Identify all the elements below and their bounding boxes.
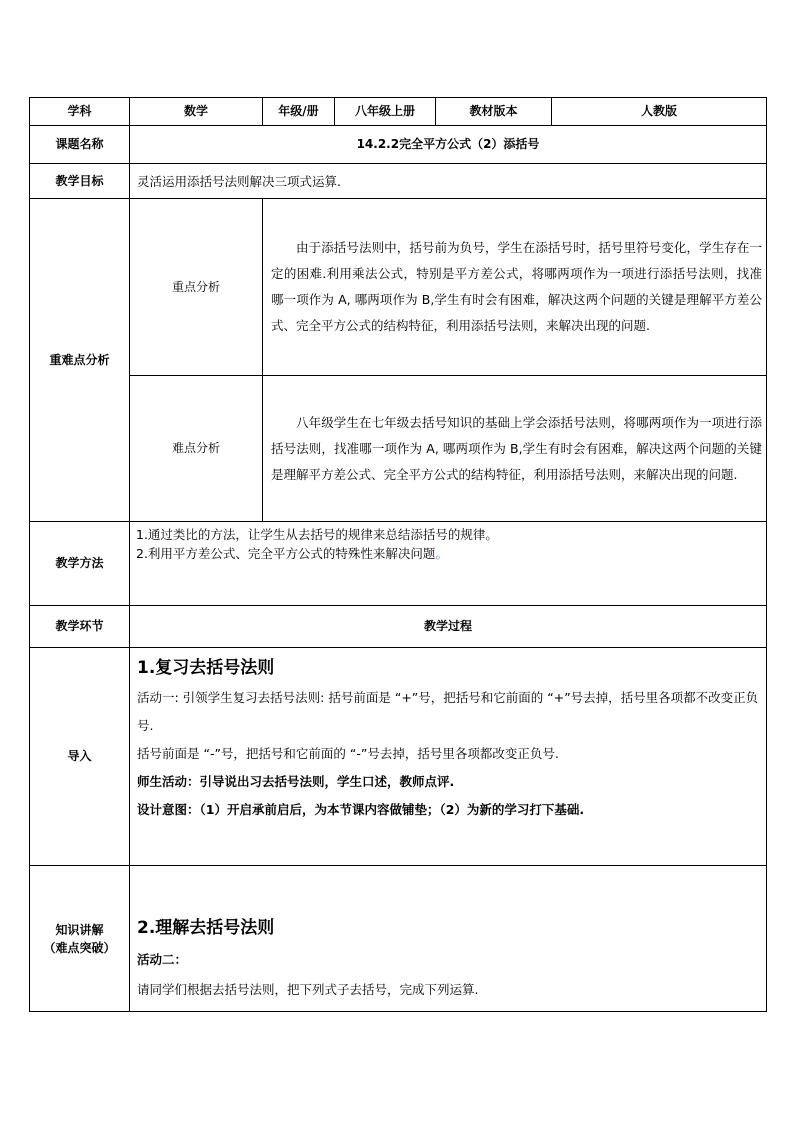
intro-content xyxy=(130,648,766,824)
grade-value: 八年级上册 xyxy=(335,98,436,126)
edition-label: 教材版本 xyxy=(436,98,552,126)
intro-section-title: 1.复习去括号法则 xyxy=(137,658,275,678)
knowledge-label xyxy=(30,866,130,1012)
topic-row xyxy=(30,126,767,164)
header-row xyxy=(30,98,767,126)
goal-row xyxy=(30,164,767,199)
method-line-2-wrap xyxy=(130,544,766,563)
method-label: 教学方法 xyxy=(30,522,130,606)
subject-value: 数学 xyxy=(130,98,263,126)
intro-para-4: 设计意图：（1）开启承前启后，为本节课内容做铺垫；（2）为新的学习打下基础. xyxy=(137,802,585,817)
intro-para-3: 师生活动：引导说出习去括号法则，学生口述，教师点评. xyxy=(137,774,455,789)
method-line-1: 1.通过类比的方法，让学生从去括号的规律来总结添括号的规律。 xyxy=(136,527,498,542)
method-row xyxy=(30,522,767,606)
knowledge-row xyxy=(30,866,767,1012)
intro-para-1: 活动一: 引领学生复习去括号法则: 括号前面是 “+”号，把括号和它前面的 “+”号去掉，括号里各项都不改变正负号. xyxy=(137,690,759,733)
difficult-analysis-cell xyxy=(263,376,767,522)
goal-label: 教学目标 xyxy=(30,164,130,199)
difficult-analysis-text: 八年级学生在七年级去括号知识的基础上学会添括号法则，将哪两项作为一项进行添括号法则，找准哪一项作为 A, 哪两项作为 B,学生有时会有困难，解决这两个问题的关键是理解平方差公式、完全平方公式的结构特征，利用添括号法则，来解决出现的问题. xyxy=(271,414,762,482)
process-content-label: 教学过程 xyxy=(130,606,767,648)
knowledge-label-line-2: （难点突破） xyxy=(43,940,116,955)
difficult-analysis-label: 难点分析 xyxy=(130,376,263,522)
method-cell xyxy=(130,522,767,606)
subject-label: 学科 xyxy=(30,98,130,126)
intro-para-2: 括号前面是 “-”号，把括号和它前面的 “-”号去掉，括号里各项都改变正负号. xyxy=(137,746,559,761)
lesson-plan-table xyxy=(29,97,767,1012)
key-analysis-label: 重点分析 xyxy=(130,199,263,376)
intro-cell xyxy=(130,648,767,866)
knowledge-activity: 活动二： xyxy=(137,952,188,967)
knowledge-label-line-1: 知识讲解 xyxy=(55,922,104,937)
process-stage-label: 教学环节 xyxy=(30,606,130,648)
topic-label: 课题名称 xyxy=(30,126,130,164)
key-analysis-cell xyxy=(263,199,767,376)
intro-label: 导入 xyxy=(30,648,130,866)
key-analysis-text: 由于添括号法则中，括号前为负号，学生在添括号时，括号里符号变化，学生存在一定的困难.利用乘法公式，特别是平方差公式，将哪两项作为一项进行添括号法则，找准哪一项作为 A, 哪两项作为 B,学生有时会有困难，解决这两个问题的关键是理解平方差公式、完全平方公式的结构特征，利用添括号法则，来解决出现的问题. xyxy=(271,240,762,333)
grade-label: 年级/册 xyxy=(263,98,335,126)
analysis-label: 重难点分析 xyxy=(30,199,130,522)
edition-value: 人教版 xyxy=(552,98,767,126)
key-point-row xyxy=(30,199,767,376)
knowledge-content xyxy=(130,866,766,1002)
method-line-2: 2.利用平方差公式、完全平方公式的特殊性来解决问题 xyxy=(136,546,436,561)
difficult-point-row xyxy=(30,376,767,522)
goal-value: 灵活运用添括号法则解决三项式运算. xyxy=(130,164,767,199)
topic-value: 14.2.2完全平方公式（2）添括号 xyxy=(130,126,767,164)
intro-row xyxy=(30,648,767,866)
knowledge-para-1: 请同学们根据去括号法则，把下列式子去括号，完成下列运算. xyxy=(137,982,479,997)
method-line-2-end: 。 xyxy=(435,546,448,561)
process-header-row xyxy=(30,606,767,648)
knowledge-section-title: 2.理解去括号法则 xyxy=(137,918,275,938)
knowledge-cell xyxy=(130,866,767,1012)
